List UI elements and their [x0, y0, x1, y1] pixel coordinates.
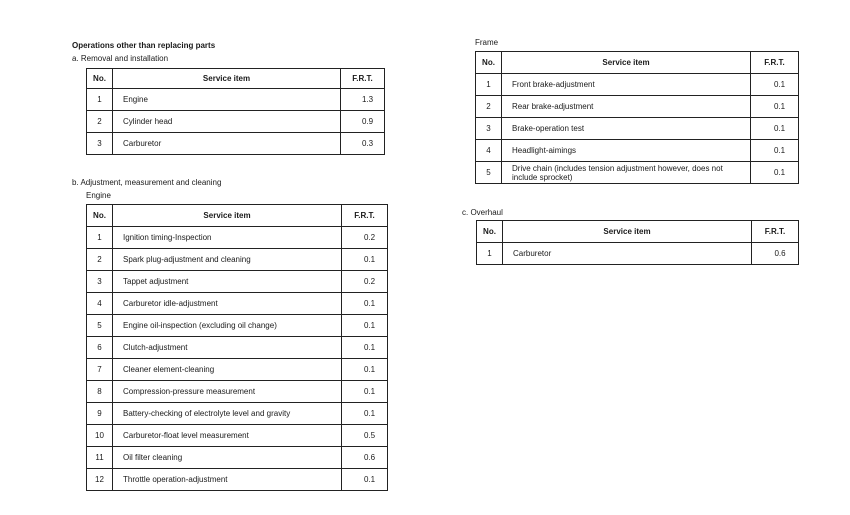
- row-no: 3: [87, 271, 113, 293]
- row-frt: 0.1: [342, 469, 388, 491]
- table-header-row: [477, 221, 799, 243]
- row-frt: 0.1: [751, 118, 799, 140]
- row-item: Headlight-aimings: [502, 140, 751, 162]
- table-row: [87, 359, 388, 381]
- frame-table: [475, 51, 799, 184]
- section-c-label: c. Overhaul: [462, 208, 503, 217]
- table-header-row: [87, 69, 385, 89]
- row-no: 5: [476, 162, 502, 184]
- table-row: [87, 271, 388, 293]
- row-frt: 0.5: [342, 425, 388, 447]
- row-no: 3: [87, 133, 113, 155]
- header-no: No.: [477, 221, 503, 243]
- frame-label: Frame: [475, 38, 499, 47]
- section-b-label: b. Adjustment, measurement and cleaning: [72, 178, 222, 187]
- row-frt: 0.1: [751, 74, 799, 96]
- row-item: Tappet adjustment: [113, 271, 342, 293]
- header-frt: F.R.T.: [751, 52, 799, 74]
- header-service-item: Service item: [502, 52, 751, 74]
- table-row: [87, 227, 388, 249]
- row-item: Drive chain (includes tension adjustment however, does not include sprocket): [502, 162, 751, 184]
- row-no: 12: [87, 469, 113, 491]
- row-frt: 0.1: [342, 249, 388, 271]
- row-item: Oil filter cleaning: [113, 447, 342, 469]
- table-row: [87, 89, 385, 111]
- row-item: Battery-checking of electrolyte level and gravity: [113, 403, 342, 425]
- row-item: Brake-operation test: [502, 118, 751, 140]
- row-frt: 0.1: [751, 162, 799, 184]
- table-row: [87, 447, 388, 469]
- row-frt: 0.1: [342, 293, 388, 315]
- table-row: [87, 425, 388, 447]
- page-heading: Operations other than replacing parts: [72, 41, 216, 50]
- table-row: [476, 140, 799, 162]
- row-no: 4: [87, 293, 113, 315]
- removal-installation-table: [86, 68, 385, 155]
- row-no: 7: [87, 359, 113, 381]
- row-frt: 0.1: [342, 403, 388, 425]
- table-row: [87, 249, 388, 271]
- row-item: Carburetor: [113, 133, 341, 155]
- row-no: 1: [477, 243, 503, 265]
- row-frt: 0.1: [342, 381, 388, 403]
- table-row: [476, 96, 799, 118]
- row-no: 9: [87, 403, 113, 425]
- header-frt: F.R.T.: [752, 221, 799, 243]
- table-row: [87, 337, 388, 359]
- row-item: Carburetor idle-adjustment: [113, 293, 342, 315]
- overhaul-table: [476, 220, 799, 265]
- table-row: [87, 293, 388, 315]
- row-item: Throttle operation-adjustment: [113, 469, 342, 491]
- row-no: 8: [87, 381, 113, 403]
- row-item: Cleaner element-cleaning: [113, 359, 342, 381]
- table-row: [87, 403, 388, 425]
- table-row: [87, 469, 388, 491]
- table-row: [477, 243, 799, 265]
- header-frt: F.R.T.: [342, 205, 388, 227]
- row-item: Spark plug-adjustment and cleaning: [113, 249, 342, 271]
- row-no: 5: [87, 315, 113, 337]
- row-item: Cylinder head: [113, 111, 341, 133]
- row-frt: 0.6: [342, 447, 388, 469]
- header-no: No.: [87, 205, 113, 227]
- table-row: [87, 381, 388, 403]
- table-row: [476, 162, 799, 184]
- row-no: 2: [476, 96, 502, 118]
- row-no: 6: [87, 337, 113, 359]
- row-item: Carburetor: [503, 243, 752, 265]
- section-a-label: a. Removal and installation: [72, 54, 169, 63]
- row-frt: 0.6: [752, 243, 799, 265]
- row-no: 3: [476, 118, 502, 140]
- row-no: 11: [87, 447, 113, 469]
- row-frt: 0.2: [342, 271, 388, 293]
- table-header-row: [476, 52, 799, 74]
- row-frt: 0.2: [342, 227, 388, 249]
- row-item: Engine oil-inspection (excluding oil change): [113, 315, 342, 337]
- row-no: 2: [87, 249, 113, 271]
- row-item: Compression-pressure measurement: [113, 381, 342, 403]
- table-row: [87, 111, 385, 133]
- row-no: 2: [87, 111, 113, 133]
- row-item: Carburetor-float level measurement: [113, 425, 342, 447]
- row-no: 4: [476, 140, 502, 162]
- table-row: [87, 315, 388, 337]
- row-frt: 0.9: [341, 111, 385, 133]
- header-service-item: Service item: [113, 69, 341, 89]
- row-item: Rear brake-adjustment: [502, 96, 751, 118]
- row-frt: 1.3: [341, 89, 385, 111]
- row-no: 10: [87, 425, 113, 447]
- header-frt: F.R.T.: [341, 69, 385, 89]
- table-header-row: [87, 205, 388, 227]
- row-item: Front brake-adjustment: [502, 74, 751, 96]
- table-row: [87, 133, 385, 155]
- row-frt: 0.1: [751, 96, 799, 118]
- row-item: Engine: [113, 89, 341, 111]
- row-frt: 0.1: [342, 359, 388, 381]
- row-no: 1: [87, 89, 113, 111]
- adjustment-engine-table: [86, 204, 388, 491]
- row-frt: 0.1: [751, 140, 799, 162]
- row-no: 1: [476, 74, 502, 96]
- table-row: [476, 118, 799, 140]
- header-service-item: Service item: [503, 221, 752, 243]
- row-frt: 0.3: [341, 133, 385, 155]
- row-no: 1: [87, 227, 113, 249]
- table-row: [476, 74, 799, 96]
- row-item: Clutch-adjustment: [113, 337, 342, 359]
- header-no: No.: [87, 69, 113, 89]
- engine-label: Engine: [86, 191, 111, 200]
- header-service-item: Service item: [113, 205, 342, 227]
- row-frt: 0.1: [342, 315, 388, 337]
- row-item: Ignition timing-Inspection: [113, 227, 342, 249]
- header-no: No.: [476, 52, 502, 74]
- row-frt: 0.1: [342, 337, 388, 359]
